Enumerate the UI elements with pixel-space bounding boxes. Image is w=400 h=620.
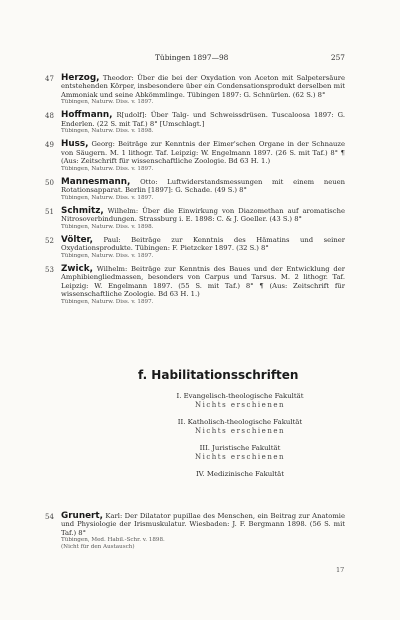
- entry-number: 50: [45, 178, 54, 187]
- faculty-block: [120, 444, 360, 462]
- author-name: Völter,: [61, 234, 93, 245]
- entry-number: 52: [45, 236, 54, 245]
- entry-list-medical: [45, 512, 345, 557]
- entry-text: Wilhelm: Über die Einwirkung von Diazomethan auf aromatische Nitrosoverbindungen. Strassburg i. E. 1898: C. & J. Goeller. (43 S.) 8°: [61, 206, 345, 224]
- entry-body: [61, 178, 345, 195]
- entry-text: Georg: Beiträge zur Kenntnis der Eimer'schen Organe in der Schnauze von Säugern. M. 1 lithogr. Taf. Leipzig: W. Engelmann 1897. (26 S. mit Taf.) 8° ¶ (Aus: Zeitschrift für wissenschaftliche Zoologie. Bd 63 H. 1.): [61, 140, 345, 166]
- entry-body: [61, 207, 345, 224]
- faculty-status: Nichts erschienen: [195, 453, 285, 461]
- author-name: Hoffmann,: [61, 110, 113, 121]
- author-name: Mannesmann,: [61, 176, 131, 187]
- author-name: Grunert,: [61, 511, 103, 521]
- entry-body: [61, 140, 345, 165]
- faculty-title: III. Juristische Fakultät: [199, 444, 281, 452]
- author-name: Schmitz,: [61, 205, 104, 216]
- page-number: 257: [330, 53, 345, 62]
- list-item: [45, 140, 345, 172]
- faculty-title: II. Katholisch-theologische Fakultät: [177, 418, 303, 426]
- faculty-list: [120, 392, 360, 487]
- entry-text: Otto: Luftwiderstandsmessungen mit einem neuen Rotationsapparat. Berlin [1897]: G. Schade. (49 S.) 8°: [61, 177, 345, 195]
- section-heading: f. Habilitationsschriften: [138, 368, 299, 382]
- entry-body: [61, 236, 345, 253]
- faculty-block: [120, 470, 360, 479]
- faculty-title: IV. Medizinische Fakultät: [195, 470, 285, 478]
- entry-note-secondary: (Nicht für den Austausch): [61, 544, 135, 551]
- entry-text: Paul: Beiträge zur Kenntnis des Hämatins und seiner Oxydationsprodukte. Tübingen: F. Pietzcker 1897. (32 S.) 8°: [61, 235, 345, 253]
- entry-note: Tübingen, Naturw. Diss. v. 1897.: [61, 165, 154, 172]
- entry-body: [61, 111, 345, 128]
- entry-list: [45, 74, 345, 311]
- entry-number: 51: [45, 207, 54, 216]
- list-item: [45, 236, 345, 260]
- list-item: [45, 74, 345, 106]
- author-name: Zwick,: [61, 263, 93, 274]
- faculty-status: Nichts erschienen: [195, 401, 285, 409]
- author-name: Herzog,: [61, 73, 100, 83]
- entry-text: R[udolf]: Über Talg- und Schweissdrüsen. Tuscaloosa 1897: G. Enderlen. (22 S. mit Taf.) 8° [Umschlagt.]: [61, 111, 345, 128]
- entry-note: Tübingen, Naturw. Diss. v. 1897.: [61, 194, 154, 201]
- entry-note: Tübingen, Naturw. Diss. v. 1897.: [61, 252, 154, 259]
- entry-note: Tübingen, Naturw. Diss. v. 1897.: [61, 298, 154, 305]
- list-item: [45, 265, 345, 306]
- list-item: [45, 207, 345, 231]
- entry-body: [61, 512, 345, 537]
- entry-body: [61, 265, 345, 299]
- signature-mark: 17: [336, 566, 345, 574]
- faculty-block: [120, 392, 360, 410]
- entry-number: 53: [45, 265, 54, 274]
- entry-number: 47: [45, 75, 54, 83]
- faculty-block: [120, 418, 360, 436]
- entry-note: Tübingen, Med. Habil.-Schr. v. 1898.: [61, 537, 165, 544]
- entry-number: 54: [45, 513, 54, 521]
- entry-body: [61, 74, 345, 99]
- entry-number: 49: [45, 141, 54, 150]
- entry-note: Tübingen, Naturw. Diss. v. 1898.: [61, 223, 154, 230]
- faculty-title: I. Evangelisch-theologische Fakultät: [176, 392, 304, 400]
- entry-note: Tübingen, Naturw. Diss. v. 1897.: [61, 99, 154, 106]
- list-item: [45, 111, 345, 135]
- entry-text: Wilhelm: Beiträge zur Kenntnis des Baues und der Entwicklung der Amphibiengliedmassen, besonders von Carpus und Tarsus. M. 2 lithogr. Taf. Leipzig: W. Engelmann 1897. (55 S. mit Taf.) 8° ¶ (Aus: Zeitschrift für wissenschaftliche Zoologie. Bd 63 H. 1.): [61, 264, 345, 299]
- entry-text: Karl: Der Dilatator pupillae des Menschen, ein Beitrag zur Anatomie und Physiologie der Irismuskulatur. Wiesbaden: J. F. Bergmann 1898. (56 S. mit Taf.) 8°: [61, 512, 345, 537]
- list-item: [45, 512, 345, 552]
- entry-text: Theodor: Über die bei der Oxydation von Aceton mit Salpetersäure entstehenden Körper, insbesondere über ein Condensationsprodukt derselben mit Ammoniak und seine Abkömmlinge. Tübingen 1897: G. Schnürlen. (62 S.) 8°: [61, 74, 345, 99]
- entry-note: Tübingen, Naturw. Diss. v. 1898.: [61, 128, 154, 135]
- faculty-status: Nichts erschienen: [195, 427, 285, 435]
- running-title: Tübingen 1897—98: [155, 53, 229, 62]
- list-item: [45, 178, 345, 202]
- author-name: Huss,: [61, 139, 89, 150]
- entry-number: 48: [45, 112, 54, 121]
